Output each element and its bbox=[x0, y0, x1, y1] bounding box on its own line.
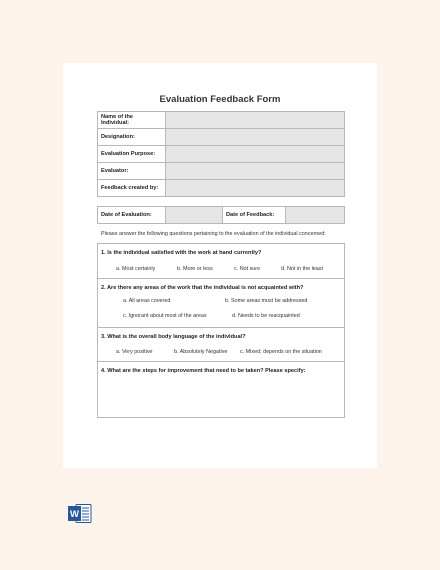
svg-text:W: W bbox=[70, 509, 79, 520]
date-of-feedback-field[interactable] bbox=[286, 207, 345, 224]
designation-field[interactable] bbox=[166, 129, 345, 146]
option[interactable]: a. Very positive bbox=[116, 349, 153, 355]
info-label: Evaluator: bbox=[98, 163, 166, 180]
info-table bbox=[97, 111, 345, 197]
option[interactable]: c. Not sure bbox=[234, 266, 261, 272]
question-text: 2. Are there any areas of the work that the individual is not acquainted with? bbox=[101, 285, 304, 291]
form-title: Evaluation Feedback Form bbox=[159, 94, 281, 105]
dates-table bbox=[97, 206, 345, 224]
info-label: Evaluation Purpose: bbox=[98, 146, 166, 163]
option[interactable]: c. Mixed; depends on the situation bbox=[240, 349, 322, 355]
evaluator-field[interactable] bbox=[166, 163, 345, 180]
info-row bbox=[98, 129, 345, 146]
question-box bbox=[97, 243, 345, 279]
info-row bbox=[98, 180, 345, 197]
info-row bbox=[98, 163, 345, 180]
info-label: Designation: bbox=[98, 129, 166, 146]
option[interactable]: c. Ignorant about most of the areas bbox=[123, 313, 207, 319]
info-label: Name of the Individual: bbox=[98, 112, 166, 129]
info-row bbox=[98, 112, 345, 129]
option[interactable]: a. Most certainly bbox=[116, 266, 156, 272]
question-text: 4. What are the steps for improvement that need to be taken? Please specify: bbox=[101, 368, 306, 374]
date-of-evaluation-label: Date of Evaluation: bbox=[98, 207, 166, 224]
option[interactable]: b. Absolutely Negative bbox=[174, 349, 228, 355]
dates-row bbox=[98, 207, 345, 224]
question-text: 1. Is the individual satisfied with the work at hand currently? bbox=[101, 250, 262, 256]
instruction-text: Please answer the following questions pertaining to the evaluation of the individual concerned: bbox=[101, 231, 326, 237]
question-box bbox=[97, 278, 345, 328]
option[interactable]: a. All areas covered bbox=[123, 298, 171, 304]
evaluation-purpose-field[interactable] bbox=[166, 146, 345, 163]
question-box[interactable] bbox=[97, 361, 345, 418]
name-field[interactable] bbox=[166, 112, 345, 129]
date-of-feedback-label: Date of Feedback: bbox=[223, 207, 286, 224]
document-page bbox=[63, 63, 377, 468]
info-row bbox=[98, 146, 345, 163]
option[interactable]: b. Some areas must be addressed bbox=[225, 298, 308, 304]
option[interactable]: b. More or less bbox=[177, 266, 213, 272]
option[interactable]: d. Not in the least bbox=[281, 266, 323, 272]
feedback-created-by-field[interactable] bbox=[166, 180, 345, 197]
question-text: 3. What is the overall body language of the individual? bbox=[101, 334, 246, 340]
question-box bbox=[97, 327, 345, 362]
info-label: Feedback created by: bbox=[98, 180, 166, 197]
option[interactable]: d. Needs to be reacquainted bbox=[232, 313, 300, 319]
ms-word-icon bbox=[68, 503, 92, 524]
date-of-evaluation-field[interactable] bbox=[166, 207, 223, 224]
